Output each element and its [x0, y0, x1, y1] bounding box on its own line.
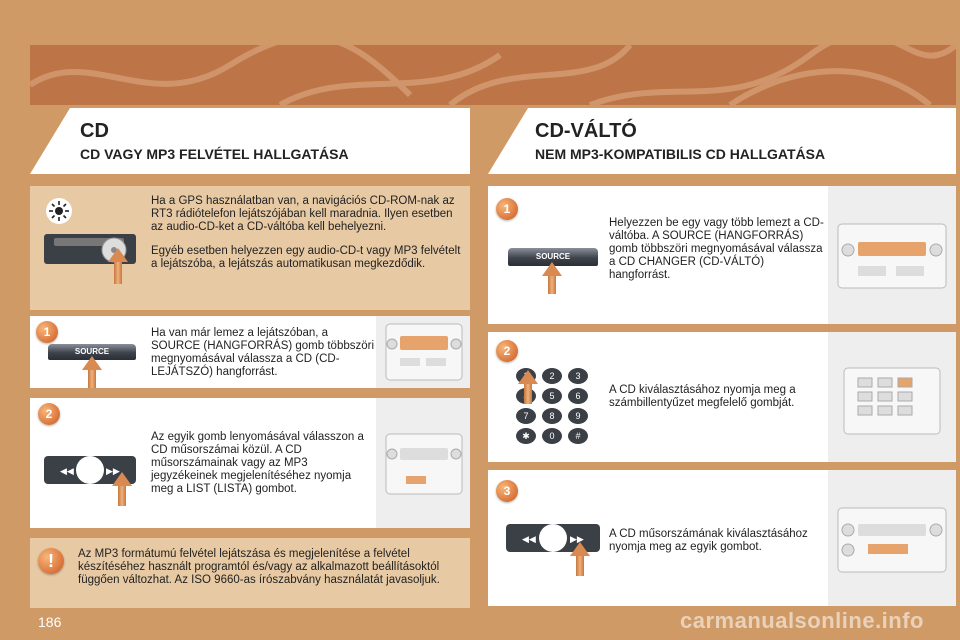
step-number-badge: 2 — [496, 340, 518, 362]
step-number-badge: 3 — [496, 480, 518, 502]
right-step-2 — [488, 332, 956, 462]
keypad-key: # — [568, 428, 588, 444]
step-number-badge: 1 — [36, 321, 58, 343]
left-header — [30, 108, 470, 174]
note-text: Az MP3 formátumú felvétel lejátszása és megjelenítése a felvétel készítéséhez használt programtól és/vagy az alkalmazott beállításoktól függően változhat. Az ISO 9660-as írószabvány használatát javasoljuk. — [78, 548, 440, 586]
right-subtitle: NEM MP3-KOMPATIBILIS CD HALLGATÁSA — [535, 146, 826, 162]
keypad-key: 9 — [568, 408, 588, 424]
push-arrow-icon — [518, 370, 538, 404]
radio-panel-illustration — [376, 316, 470, 388]
right-step-2-text: A CD kiválasztásához nyomja meg a számbillentyűzet megfelelő gombját. — [609, 384, 796, 409]
svg-text:◀◀: ◀◀ — [522, 534, 536, 544]
intro-paragraph-2: Egyéb esetben helyezzen egy audio-CD-t vagy MP3 felvételt a lejátszóba, a lejátszás automatikusan megkezdődik. — [151, 245, 461, 270]
left-header-corner — [30, 108, 70, 174]
keypad-key: 5 — [542, 388, 562, 404]
note-box — [30, 538, 470, 608]
keypad-key: ✱ — [516, 428, 536, 444]
keypad-key: 1 — [516, 368, 536, 384]
radio-panel-illustration — [828, 470, 956, 606]
svg-text:▶▶: ▶▶ — [106, 466, 120, 476]
keypad-key: 7 — [516, 408, 536, 424]
decorative-banner — [30, 45, 956, 105]
step-number-badge: 2 — [38, 403, 60, 425]
push-arrow-icon — [108, 248, 128, 284]
left-step-2-text: Az egyik gomb lenyomásával válasszon a CD műsorszámai közül. A CD műsorszámainak vagy az MP3 jegyzékeinek megjelenítéséhez nyomja meg a LIST (LISTA) gombot. — [151, 431, 364, 495]
intro-paragraph-1: Ha a GPS használatban van, a navigációs CD-ROM-nak az RT3 rádiótelefon lejátszójában kell maradnia. Ilyen esetben az audio-CD-ket a CD-váltóba kell behelyezni. — [151, 195, 455, 233]
page-number: 186 — [38, 614, 62, 630]
right-header — [488, 108, 956, 174]
keypad-key: 2 — [542, 368, 562, 384]
right-step-1-text: Helyezzen be egy vagy több lemezt a CD-váltóba. A SOURCE (HANGFORRÁS) gomb többszöri megnyomásával válassza a CD CHANGER (CD-VÁLTÓ) hangforrást. — [609, 217, 824, 281]
right-step-1 — [488, 186, 956, 324]
keypad-key: 3 — [568, 368, 588, 384]
left-title: CD — [80, 120, 109, 142]
source-button: SOURCE — [508, 248, 598, 266]
push-arrow-icon — [542, 262, 562, 294]
source-button: SOURCE — [48, 344, 136, 360]
keypad-key: 0 — [542, 428, 562, 444]
radio-panel-illustration — [376, 398, 470, 528]
watermark: carmanualsonline.info — [680, 608, 924, 633]
left-step-2 — [30, 398, 470, 528]
left-subtitle: CD VAGY MP3 FELVÉTEL HALLGATÁSA — [80, 146, 349, 162]
push-arrow-icon — [112, 472, 132, 506]
left-step-1-text: Ha van már lemez a lejátszóban, a SOURCE (HANGFORRÁS) gomb többszöri megnyomásával válassza a CD (CD-LEJÁTSZÓ) hangforrást. — [151, 327, 375, 378]
keypad-key: 6 — [568, 388, 588, 404]
step-number-badge: 1 — [496, 198, 518, 220]
keypad-key: 8 — [542, 408, 562, 424]
right-header-corner — [488, 108, 528, 174]
left-step-1 — [30, 316, 470, 388]
svg-text:▶▶: ▶▶ — [570, 534, 584, 544]
right-title: CD-VÁLTÓ — [535, 120, 637, 142]
svg-text:◀◀: ◀◀ — [60, 466, 74, 476]
intro-box — [30, 186, 470, 310]
keypad-panel-illustration — [828, 332, 956, 462]
radio-panel-illustration — [828, 186, 956, 324]
push-arrow-icon — [82, 356, 102, 388]
sun-icon — [44, 196, 74, 226]
push-arrow-icon — [570, 542, 590, 576]
warning-icon: ! — [38, 548, 64, 574]
banner-swirl-graphic — [30, 45, 956, 105]
right-step-3-text: A CD műsorszámának kiválasztásához nyomja meg az egyik gombot. — [609, 528, 808, 553]
right-step-3 — [488, 470, 956, 606]
